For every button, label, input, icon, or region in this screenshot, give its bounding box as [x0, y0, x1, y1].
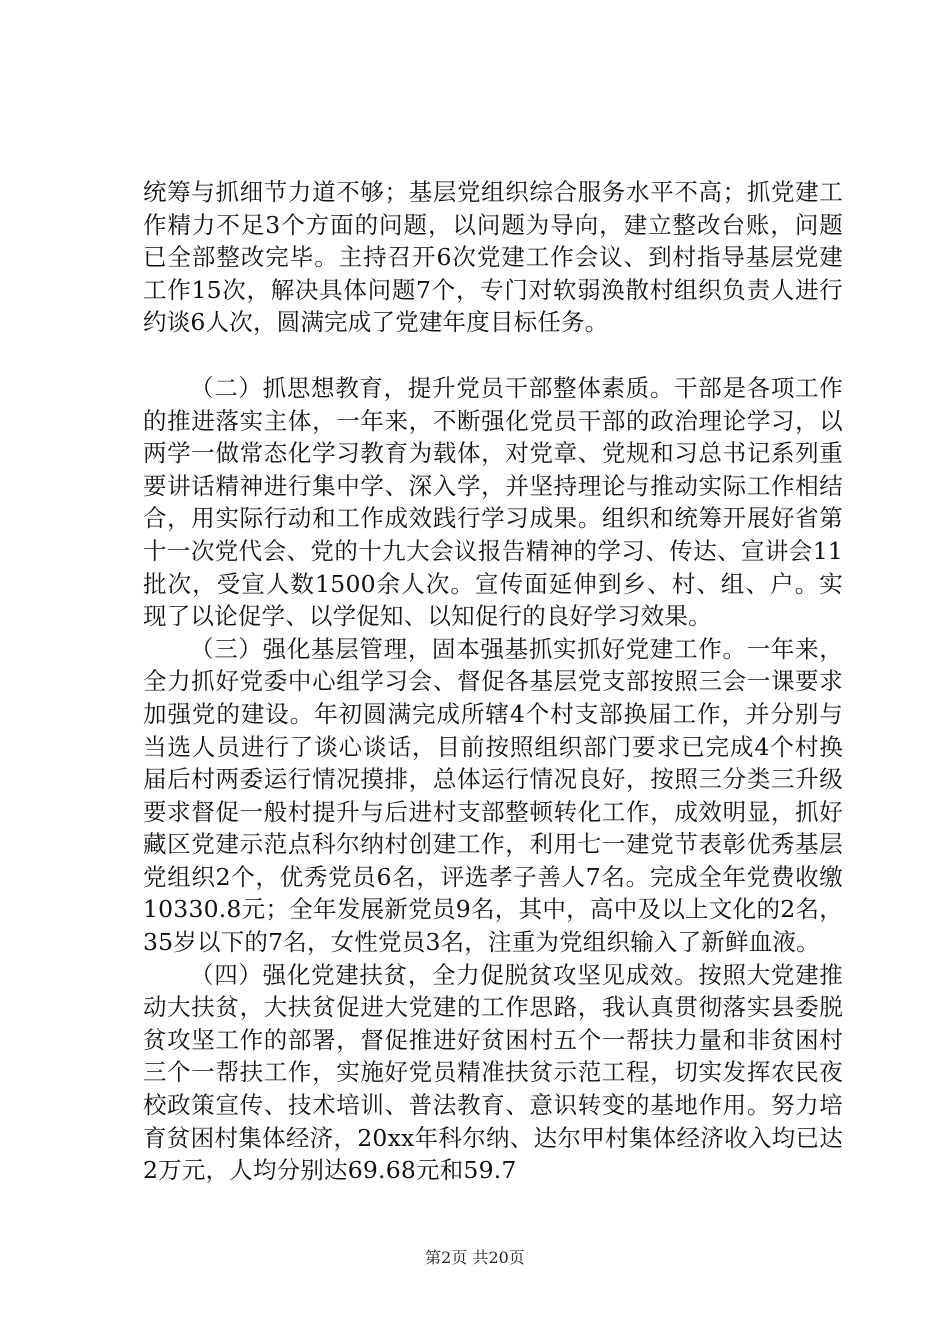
- paragraph-continuation: 统筹与抓细节力道不够；基层党组织综合服务水平不高；抓党建工作精力不足3个方面的问题，以问题为导向，建立整改台账，问题已全部整改完毕。主持召开6次党建工作会议、到村指导基层党建工作15次，解决具体问题7个，专门对软弱涣散村组织负责人进行约谈6人次，圆满完成了党建年度目标任务。: [143, 178, 843, 337]
- document-body: [143, 176, 843, 1187]
- paragraph-section-4: （四）强化党建扶贫，全力促脱贫攻坚见成效。按照大党建推动大扶贫，大扶贫促进大党建的工作思路，我认真贯彻落实县委脱贫攻坚工作的部署，督促推进好贫困村五个一帮扶力量和非贫困村三个一帮扶工作，实施好党员精准扶贫示范工程，切实发挥农民夜校政策宣传、技术培训、普法教育、意识转变的基地作用。努力培育贫困村集体经济，20xx年科尔纳、达尔甲村集体经济收入均已达2万元，人均分别达69.68元和59.7: [143, 960, 843, 1185]
- page-number-footer: 第2页 共20页: [425, 1248, 525, 1267]
- paragraph-section-3: （三）强化基层管理，固本强基抓实抓好党建工作。一年来，全力抓好党委中心组学习会、督促各基层党支部按照三会一课要求加强党的建设。年初圆满完成所辖4个村支部换届工作，并分别与当选人员进行了谈心谈话，目前按照组织部门要求已完成4个村换届后村两委运行情况摸排，总体运行情况良好，按照三分类三升级要求督促一般村提升与后进村支部整顿转化工作，成效明显，抓好藏区党建示范点科尔纳村创建工作，利用七一建党节表彰优秀基层党组织2个，优秀党员6名，评选孝子善人7名。完成全年党费收缴10330.8元；全年发展新党员9名，其中，高中及以上文化的2名，35岁以下的7名，女性党员3名，注重为党组织输入了新鲜血液。: [143, 634, 843, 957]
- paragraph-section-2: （二）抓思想教育，提升党员干部整体素质。干部是各项工作的推进落实主体，一年来，不断强化党员干部的政治理论学习，以两学一做常态化学习教育为载体，对党章、党规和习总书记系列重要讲话精神进行集中学、深入学，并坚持理论与推动实际工作相结合，用实际行动和工作成效践行学习成果。组织和统筹开展好省第十一次党代会、党的十九大会议报告精神的学习、传达、宣讲会11批次，受宣人数1500余人次。宣传面延伸到乡、村、组、户。实现了以论促学、以学促知、以知促行的良好学习效果。: [143, 373, 843, 631]
